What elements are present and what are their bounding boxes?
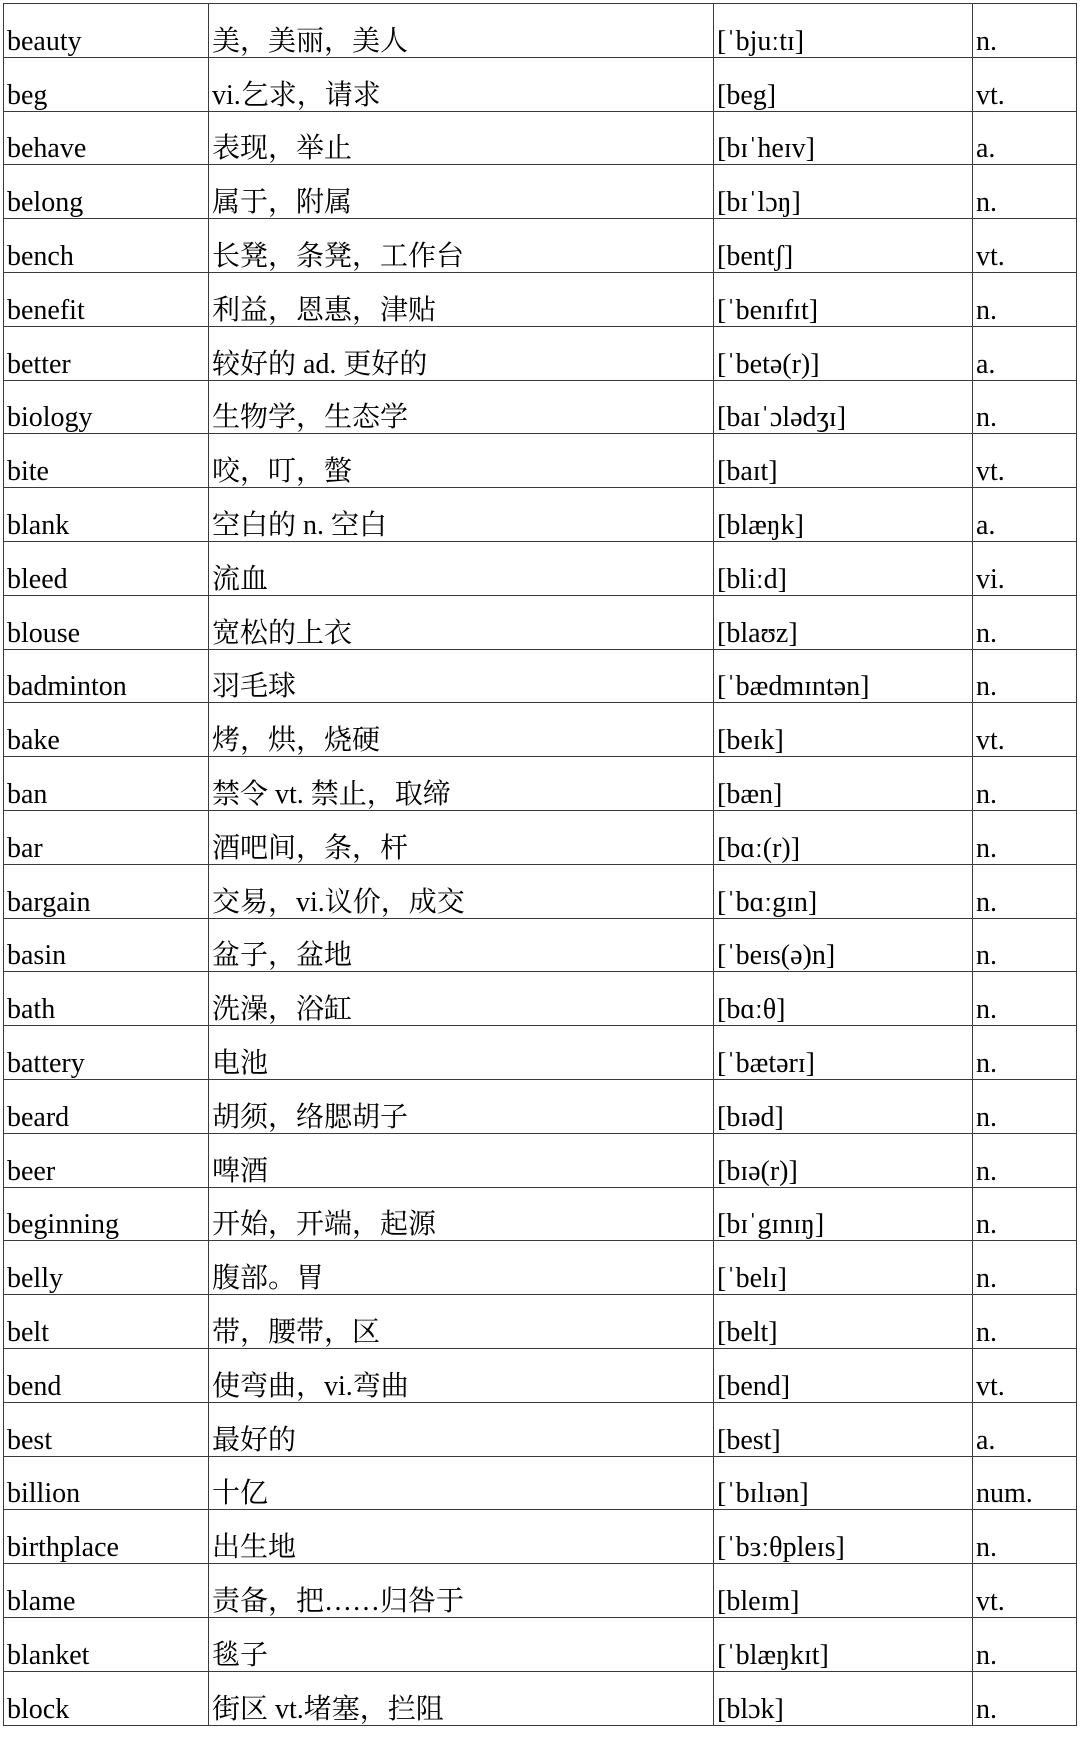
part-of-speech-cell — [973, 1456, 1077, 1510]
phonetic-cell — [714, 918, 973, 972]
table-row — [4, 1617, 1077, 1671]
phonetic-cell — [714, 272, 973, 326]
meaning-cell — [209, 595, 714, 649]
word-cell — [4, 703, 209, 757]
meaning-cell-text: 使弯曲，vi.弯曲 — [212, 1370, 409, 1402]
word-cell-text: belong — [7, 187, 84, 219]
phonetic-cell — [714, 326, 973, 380]
part-of-speech-cell-text: n. — [976, 994, 997, 1026]
table-row — [4, 165, 1077, 219]
meaning-cell-text: 十亿 — [212, 1478, 269, 1510]
meaning-cell-text: 属于，附属 — [212, 187, 353, 219]
meaning-cell-text: 美，美丽，美人 — [212, 25, 409, 57]
table-row — [4, 1402, 1077, 1456]
phonetic-cell-text: [baɪˈɔlədʒɪ] — [717, 402, 847, 434]
part-of-speech-cell — [973, 1133, 1077, 1187]
word-cell — [4, 219, 209, 273]
part-of-speech-cell — [973, 488, 1077, 542]
table-row — [4, 1456, 1077, 1510]
part-of-speech-cell — [973, 1079, 1077, 1133]
table-row — [4, 541, 1077, 595]
table-row — [4, 326, 1077, 380]
meaning-cell — [209, 1241, 714, 1295]
phonetic-cell-text: [ˈbɑːgɪn] — [717, 886, 818, 918]
phonetic-cell — [714, 111, 973, 165]
word-cell — [4, 488, 209, 542]
phonetic-cell-text: [bæn] — [717, 778, 783, 810]
meaning-cell-text: 毯子 — [212, 1639, 269, 1671]
phonetic-cell-text: [bliːd] — [717, 563, 787, 595]
word-cell-text: best — [7, 1424, 53, 1456]
phonetic-cell-text: [blæŋk] — [717, 509, 804, 541]
part-of-speech-cell — [973, 326, 1077, 380]
phonetic-cell — [714, 1617, 973, 1671]
meaning-cell — [209, 649, 714, 703]
meaning-cell-text: 流血 — [212, 563, 269, 595]
table-row — [4, 757, 1077, 811]
word-cell — [4, 810, 209, 864]
phonetic-cell — [714, 1026, 973, 1080]
phonetic-cell-text: [ˈbɜːθpleɪs] — [717, 1532, 845, 1564]
meaning-cell — [209, 541, 714, 595]
meaning-cell — [209, 434, 714, 488]
table-row — [4, 649, 1077, 703]
word-cell-text: belly — [7, 1263, 63, 1295]
meaning-cell — [209, 1402, 714, 1456]
word-cell-text: blame — [7, 1585, 76, 1617]
word-cell-text: basin — [7, 940, 67, 972]
phonetic-cell — [714, 810, 973, 864]
word-cell — [4, 326, 209, 380]
word-cell-text: ban — [7, 778, 48, 810]
phonetic-cell-text: [ˈbenɪfɪt] — [717, 294, 819, 326]
word-cell-text: blanket — [7, 1639, 90, 1671]
phonetic-cell-text: [bɪˈlɔŋ] — [717, 187, 801, 219]
part-of-speech-cell-text: n. — [976, 187, 997, 219]
phonetic-cell-text: [ˈbɪlɪən] — [717, 1478, 809, 1510]
meaning-cell — [209, 219, 714, 273]
phonetic-cell-text: [beg] — [717, 79, 777, 111]
phonetic-cell — [714, 757, 973, 811]
phonetic-cell-text: [bɪəd] — [717, 1101, 784, 1133]
part-of-speech-cell-text: n. — [976, 671, 997, 703]
word-cell-text: badminton — [7, 671, 127, 703]
phonetic-cell — [714, 595, 973, 649]
meaning-cell — [209, 380, 714, 434]
phonetic-cell — [714, 864, 973, 918]
meaning-cell-text: 开始，开端，起源 — [212, 1209, 437, 1241]
table-row — [4, 918, 1077, 972]
part-of-speech-cell — [973, 918, 1077, 972]
word-cell-text: battery — [7, 1047, 85, 1079]
part-of-speech-cell-text: n. — [976, 1047, 997, 1079]
word-cell — [4, 1671, 209, 1725]
table-row — [4, 595, 1077, 649]
part-of-speech-cell-text: n. — [976, 940, 997, 972]
meaning-cell-text: 最好的 — [212, 1424, 297, 1456]
phonetic-cell — [714, 434, 973, 488]
part-of-speech-cell — [973, 434, 1077, 488]
meaning-cell — [209, 918, 714, 972]
word-cell — [4, 1617, 209, 1671]
part-of-speech-cell-text: vt. — [976, 725, 1005, 757]
part-of-speech-cell-text: a. — [976, 1424, 996, 1456]
part-of-speech-cell-text: a. — [976, 509, 996, 541]
meaning-cell — [209, 1133, 714, 1187]
word-cell — [4, 272, 209, 326]
word-cell-text: blouse — [7, 617, 81, 649]
meaning-cell — [209, 1187, 714, 1241]
word-cell-text: benefit — [7, 294, 85, 326]
word-cell-text: beer — [7, 1155, 56, 1187]
part-of-speech-cell-text: n. — [976, 1209, 997, 1241]
phonetic-cell — [714, 1456, 973, 1510]
part-of-speech-cell-text: vt. — [976, 1585, 1005, 1617]
part-of-speech-cell — [973, 165, 1077, 219]
meaning-cell — [209, 4, 714, 58]
table-row — [4, 1079, 1077, 1133]
phonetic-cell — [714, 488, 973, 542]
meaning-cell — [209, 1026, 714, 1080]
table-row — [4, 864, 1077, 918]
table-row — [4, 810, 1077, 864]
part-of-speech-cell-text: n. — [976, 886, 997, 918]
meaning-cell — [209, 1671, 714, 1725]
word-cell-text: beginning — [7, 1209, 119, 1241]
part-of-speech-cell-text: n. — [976, 402, 997, 434]
phonetic-cell-text: [bentʃ] — [717, 240, 794, 272]
word-cell — [4, 111, 209, 165]
part-of-speech-cell — [973, 864, 1077, 918]
meaning-cell — [209, 864, 714, 918]
table-row — [4, 380, 1077, 434]
table-row — [4, 1671, 1077, 1725]
part-of-speech-cell — [973, 972, 1077, 1026]
part-of-speech-cell — [973, 541, 1077, 595]
meaning-cell-text: 交易，vi.议价，成交 — [212, 886, 465, 918]
phonetic-cell-text: [bɪə(r)] — [717, 1155, 798, 1187]
part-of-speech-cell — [973, 219, 1077, 273]
word-cell — [4, 972, 209, 1026]
word-cell-text: bargain — [7, 886, 91, 918]
phonetic-cell — [714, 1671, 973, 1725]
phonetic-cell — [714, 1133, 973, 1187]
table-row — [4, 272, 1077, 326]
meaning-cell — [209, 703, 714, 757]
phonetic-cell-text: [bend] — [717, 1370, 791, 1402]
meaning-cell — [209, 757, 714, 811]
part-of-speech-cell-text: n. — [976, 294, 997, 326]
table-row — [4, 434, 1077, 488]
meaning-cell-text: 生物学，生态学 — [212, 402, 409, 434]
word-cell-text: beard — [7, 1101, 70, 1133]
part-of-speech-cell — [973, 1241, 1077, 1295]
meaning-cell-text: 酒吧间，条，杆 — [212, 832, 409, 864]
part-of-speech-cell — [973, 595, 1077, 649]
phonetic-cell — [714, 1241, 973, 1295]
part-of-speech-cell-text: vt. — [976, 1370, 1005, 1402]
word-cell-text: bite — [7, 456, 49, 488]
part-of-speech-cell — [973, 649, 1077, 703]
part-of-speech-cell — [973, 4, 1077, 58]
meaning-cell-text: 咬，叮，螫 — [212, 456, 353, 488]
phonetic-cell-text: [ˈbjuːtɪ] — [717, 25, 805, 57]
word-cell — [4, 757, 209, 811]
part-of-speech-cell — [973, 380, 1077, 434]
meaning-cell — [209, 972, 714, 1026]
meaning-cell — [209, 1617, 714, 1671]
meaning-cell-text: 空白的 n. 空白 — [212, 509, 388, 541]
word-cell-text: beauty — [7, 25, 82, 57]
meaning-cell — [209, 1348, 714, 1402]
meaning-cell-text: 带，腰带，区 — [212, 1316, 381, 1348]
phonetic-cell-text: [baɪt] — [717, 456, 778, 488]
meaning-cell — [209, 111, 714, 165]
word-cell-text: behave — [7, 133, 87, 165]
word-cell-text: biology — [7, 402, 93, 434]
meaning-cell-text: 啤酒 — [212, 1155, 269, 1187]
part-of-speech-cell — [973, 703, 1077, 757]
word-cell-text: bath — [7, 994, 56, 1026]
meaning-cell — [209, 165, 714, 219]
meaning-cell — [209, 1079, 714, 1133]
meaning-cell-text: 街区 vt.堵塞，拦阻 — [212, 1693, 444, 1725]
word-cell — [4, 1026, 209, 1080]
part-of-speech-cell-text: n. — [976, 1263, 997, 1295]
meaning-cell-text: 表现，举止 — [212, 133, 353, 165]
meaning-cell-text: 利益，恩惠，津贴 — [212, 294, 437, 326]
part-of-speech-cell-text: n. — [976, 1639, 997, 1671]
part-of-speech-cell — [973, 757, 1077, 811]
meaning-cell-text: 宽松的上衣 — [212, 617, 353, 649]
phonetic-cell-text: [ˈbeɪs(ə)n] — [717, 940, 836, 972]
table-row — [4, 1510, 1077, 1564]
word-cell-text: bench — [7, 240, 74, 272]
part-of-speech-cell-text: n. — [976, 617, 997, 649]
phonetic-cell — [714, 1348, 973, 1402]
part-of-speech-cell-text: n. — [976, 1532, 997, 1564]
meaning-cell-text: 较好的 ad. 更好的 — [212, 348, 428, 380]
phonetic-cell-text: [bɪˈheɪv] — [717, 133, 815, 165]
meaning-cell-text: 胡须，络腮胡子 — [212, 1101, 409, 1133]
part-of-speech-cell — [973, 1510, 1077, 1564]
meaning-cell — [209, 1510, 714, 1564]
table-row — [4, 1348, 1077, 1402]
table-row — [4, 1133, 1077, 1187]
phonetic-cell-text: [best] — [717, 1424, 781, 1456]
part-of-speech-cell — [973, 1026, 1077, 1080]
meaning-cell — [209, 1564, 714, 1618]
meaning-cell-text: 电池 — [212, 1047, 269, 1079]
word-cell — [4, 1456, 209, 1510]
phonetic-cell — [714, 1510, 973, 1564]
phonetic-cell-text: [ˈbelɪ] — [717, 1263, 787, 1295]
phonetic-cell — [714, 1079, 973, 1133]
table-row — [4, 1187, 1077, 1241]
part-of-speech-cell — [973, 810, 1077, 864]
meaning-cell — [209, 57, 714, 111]
part-of-speech-cell-text: n. — [976, 1101, 997, 1133]
meaning-cell-text: 长凳，条凳，工作台 — [212, 240, 465, 272]
part-of-speech-cell-text: n. — [976, 1155, 997, 1187]
phonetic-cell-text: [bɪˈgɪnɪŋ] — [717, 1209, 825, 1241]
meaning-cell — [209, 272, 714, 326]
word-cell-text: belt — [7, 1316, 49, 1348]
meaning-cell-text: 责备，把……归咎于 — [212, 1585, 465, 1617]
table-row — [4, 488, 1077, 542]
phonetic-cell — [714, 541, 973, 595]
table-row — [4, 1026, 1077, 1080]
word-cell-text: blank — [7, 509, 70, 541]
word-cell — [4, 649, 209, 703]
phonetic-cell — [714, 1564, 973, 1618]
word-cell-text: bend — [7, 1370, 62, 1402]
phonetic-cell — [714, 972, 973, 1026]
phonetic-cell-text: [beɪk] — [717, 725, 784, 757]
phonetic-cell — [714, 4, 973, 58]
phonetic-cell — [714, 380, 973, 434]
table-row — [4, 1241, 1077, 1295]
vocabulary-table — [3, 3, 1077, 1726]
phonetic-cell-text: [ˈbætərɪ] — [717, 1047, 815, 1079]
word-cell — [4, 864, 209, 918]
vocabulary-table-body — [4, 4, 1077, 1726]
meaning-cell — [209, 488, 714, 542]
part-of-speech-cell-text: n. — [976, 778, 997, 810]
word-cell — [4, 1564, 209, 1618]
part-of-speech-cell-text: a. — [976, 133, 996, 165]
phonetic-cell — [714, 1402, 973, 1456]
meaning-cell-text: 禁令 vt. 禁止，取缔 — [212, 778, 451, 810]
word-cell — [4, 57, 209, 111]
part-of-speech-cell-text: vt. — [976, 79, 1005, 111]
word-cell — [4, 1402, 209, 1456]
part-of-speech-cell — [973, 1348, 1077, 1402]
word-cell — [4, 1241, 209, 1295]
part-of-speech-cell — [973, 111, 1077, 165]
word-cell — [4, 1510, 209, 1564]
table-row — [4, 1564, 1077, 1618]
word-cell-text: birthplace — [7, 1532, 119, 1564]
phonetic-cell — [714, 703, 973, 757]
phonetic-cell-text: [ˈbetə(r)] — [717, 348, 820, 380]
word-cell — [4, 918, 209, 972]
part-of-speech-cell — [973, 57, 1077, 111]
table-row — [4, 703, 1077, 757]
part-of-speech-cell-text: n. — [976, 1316, 997, 1348]
word-cell — [4, 4, 209, 58]
word-cell — [4, 1348, 209, 1402]
meaning-cell — [209, 326, 714, 380]
word-cell — [4, 595, 209, 649]
table-row — [4, 57, 1077, 111]
phonetic-cell — [714, 1295, 973, 1349]
word-cell-text: block — [7, 1693, 70, 1725]
meaning-cell-text: vi.乞求，请求 — [212, 79, 381, 111]
word-cell — [4, 165, 209, 219]
meaning-cell — [209, 1456, 714, 1510]
word-cell — [4, 1187, 209, 1241]
phonetic-cell-text: [bɑː(r)] — [717, 832, 801, 864]
table-row — [4, 219, 1077, 273]
part-of-speech-cell — [973, 1564, 1077, 1618]
meaning-cell — [209, 810, 714, 864]
word-cell — [4, 1295, 209, 1349]
phonetic-cell — [714, 165, 973, 219]
meaning-cell-text: 洗澡，浴缸 — [212, 994, 353, 1026]
meaning-cell-text: 羽毛球 — [212, 671, 297, 703]
meaning-cell-text: 烤，烘，烧硬 — [212, 725, 381, 757]
phonetic-cell-text: [ˈblæŋkɪt] — [717, 1639, 829, 1671]
part-of-speech-cell — [973, 1187, 1077, 1241]
part-of-speech-cell-text: n. — [976, 832, 997, 864]
phonetic-cell-text: [bleɪm] — [717, 1585, 800, 1617]
word-cell — [4, 434, 209, 488]
part-of-speech-cell — [973, 1671, 1077, 1725]
phonetic-cell — [714, 649, 973, 703]
part-of-speech-cell-text: n. — [976, 25, 997, 57]
word-cell — [4, 1079, 209, 1133]
phonetic-cell-text: [ˈbædmɪntən] — [717, 671, 870, 703]
part-of-speech-cell — [973, 1617, 1077, 1671]
word-cell-text: beg — [7, 79, 48, 111]
part-of-speech-cell — [973, 272, 1077, 326]
part-of-speech-cell-text: a. — [976, 348, 996, 380]
phonetic-cell-text: [blɔk] — [717, 1693, 784, 1725]
part-of-speech-cell-text: vt. — [976, 240, 1005, 272]
word-cell — [4, 1133, 209, 1187]
word-cell-text: bar — [7, 832, 43, 864]
part-of-speech-cell — [973, 1295, 1077, 1349]
part-of-speech-cell-text: vt. — [976, 456, 1005, 488]
part-of-speech-cell-text: num. — [976, 1478, 1033, 1510]
word-cell-text: better — [7, 348, 71, 380]
word-cell — [4, 541, 209, 595]
part-of-speech-cell-text: vi. — [976, 563, 1005, 595]
word-cell — [4, 380, 209, 434]
meaning-cell — [209, 1295, 714, 1349]
meaning-cell-text: 盆子，盆地 — [212, 940, 353, 972]
word-cell-text: bake — [7, 725, 60, 757]
word-cell-text: bleed — [7, 563, 68, 595]
table-row — [4, 1295, 1077, 1349]
part-of-speech-cell-text: n. — [976, 1693, 997, 1725]
meaning-cell-text: 腹部。胃 — [212, 1263, 325, 1295]
phonetic-cell — [714, 57, 973, 111]
part-of-speech-cell — [973, 1402, 1077, 1456]
table-row — [4, 972, 1077, 1026]
phonetic-cell-text: [belt] — [717, 1316, 778, 1348]
phonetic-cell — [714, 1187, 973, 1241]
phonetic-cell — [714, 219, 973, 273]
table-row — [4, 4, 1077, 58]
meaning-cell-text: 出生地 — [212, 1532, 297, 1564]
table-row — [4, 111, 1077, 165]
word-cell-text: billion — [7, 1478, 81, 1510]
phonetic-cell-text: [blaʊz] — [717, 617, 798, 649]
phonetic-cell-text: [bɑːθ] — [717, 994, 786, 1026]
